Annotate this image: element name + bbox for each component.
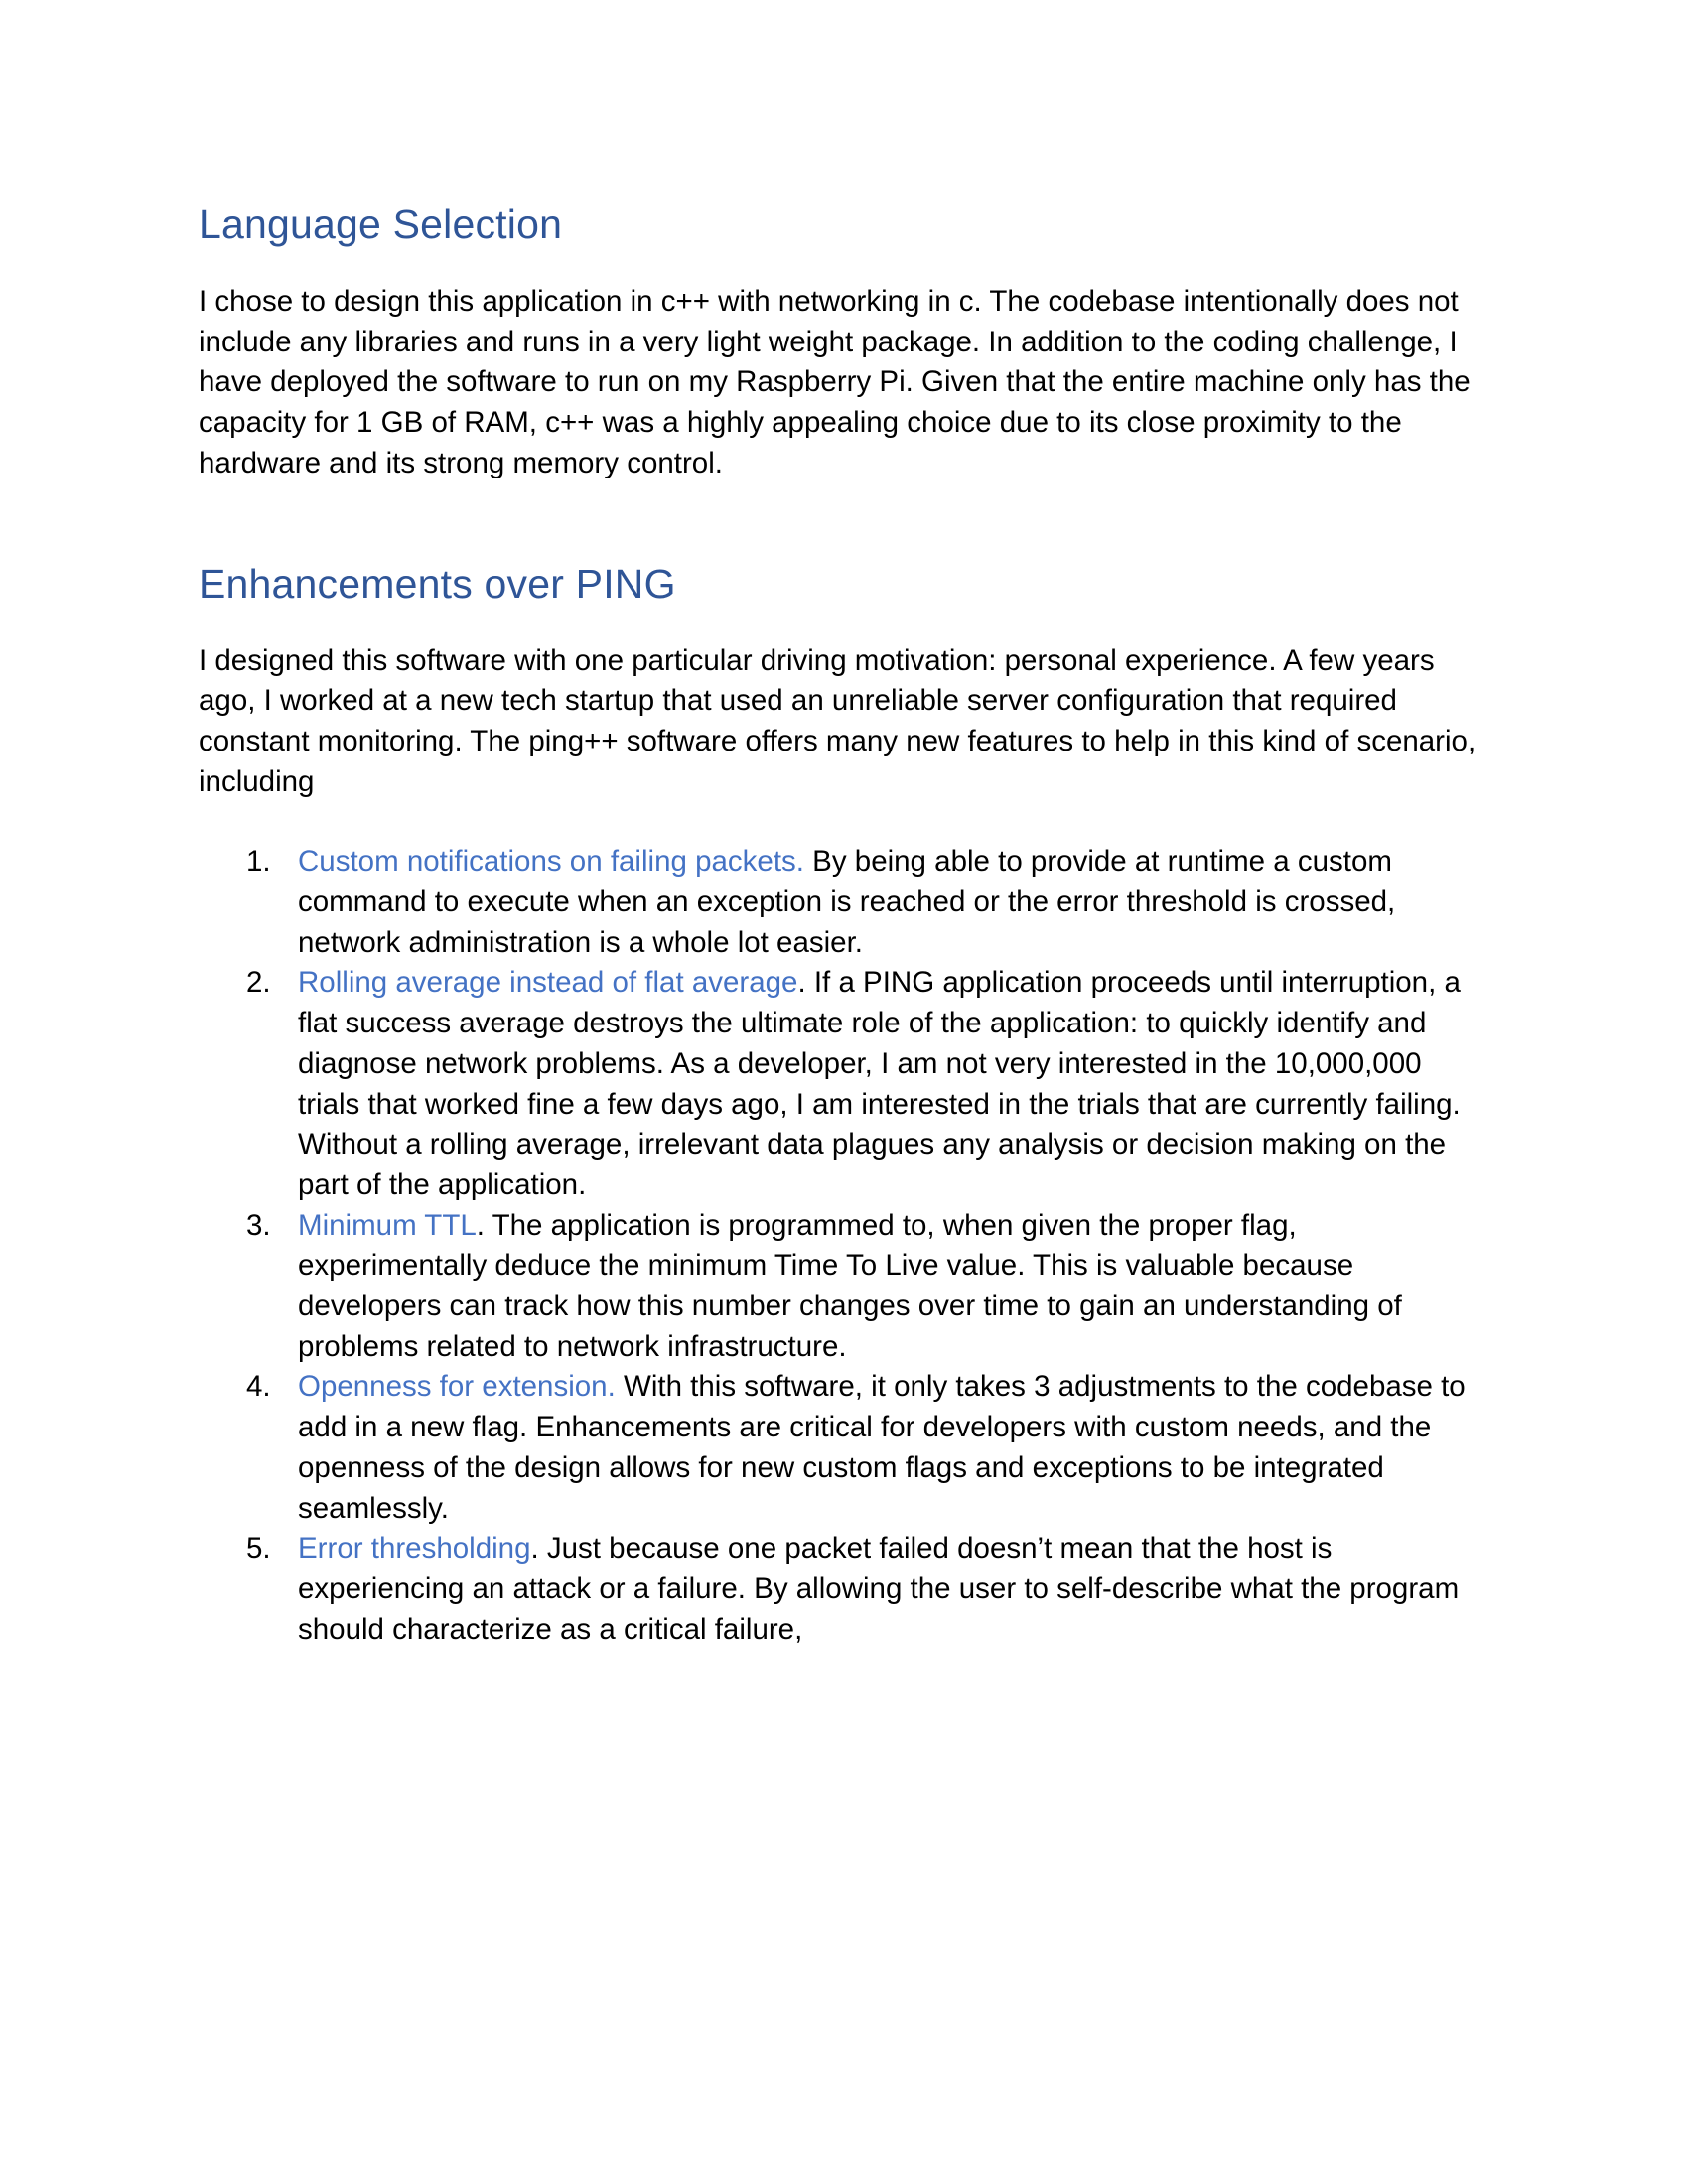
heading-language-selection: Language Selection [199, 202, 563, 247]
list-item-text: By being able to provide at runtime a custom command to execute when an exception is reached or the error threshold is crossed, network administration is a whole lot easier. [298, 845, 1396, 959]
list-item-term: Rolling average instead of flat average [298, 966, 798, 1000]
list-item [199, 1529, 1489, 1650]
list-item-number: 1. [246, 845, 271, 879]
page-content [199, 195, 1489, 1650]
paragraph-enhancements-intro: I designed this software with one particular driving motivation: personal experience. A few years ago, I worked at a new tech startup that used an unreliable server configuration that required constant monitoring. The ping++ software offers many new features to help in this kind of scenario, including [199, 643, 1477, 798]
list-item-number: 3. [246, 1208, 271, 1242]
list-item-number: 5. [246, 1532, 271, 1566]
list-item-number: 2. [246, 966, 271, 1000]
list-item [199, 842, 1489, 963]
list-item-text: . If a PING application proceeds until interruption, a flat success average destroys the ultimate role of the application: to quickly identify and diagnose network problems. As a developer, I am not very interested in the 10,000,000 trials that worked fine a few days ago, I am interested in the trials that are currently failing. Without a rolling average, irrelevant data plagues any analysis or decision making on the part of the application. [298, 966, 1461, 1201]
heading-enhancements-over-ping: Enhancements over PING [199, 560, 676, 607]
list-item-number: 4. [246, 1370, 271, 1404]
list-item-text: With this software, it only takes 3 adjustments to the codebase to add in a new flag. Enhancements are critical for developers with custom needs, and the openness of the design allows for new custom flags and exceptions to be integrated seamlessly. [298, 1370, 1466, 1525]
list-item-term: Minimum TTL [298, 1208, 477, 1242]
list-item-term: Error thresholding [298, 1532, 531, 1566]
list-item-text: . The application is programmed to, when given the proper flag, experimentally deduce the minimum Time To Live value. This is valuable because developers can track how this number changes over time to gain an understanding of problems related to network infrastructure. [298, 1208, 1402, 1363]
list-item-term: Custom notifications on failing packets. [298, 845, 804, 879]
paragraph-language-selection: I chose to design this application in c++ with networking in c. The codebase intentionally does not include any libraries and runs in a very light weight package. In addition to the coding challenge, I have deployed the software to run on my Raspberry Pi. Given that the entire machine only has the capacity for 1 GB of RAM, c++ was a highly appealing choice due to its close proximity to the hardware and its strong memory control. [199, 285, 1471, 479]
list-item [199, 963, 1489, 1205]
list-item-term: Openness for extension. [298, 1370, 616, 1404]
enhancements-list [199, 842, 1489, 1650]
list-item [199, 1206, 1489, 1368]
list-item [199, 1367, 1489, 1529]
list-item-text: . Just because one packet failed doesn’t mean that the host is experiencing an attack or a failure. By allowing the user to self-describe what the program should characterize as a critical failure, [298, 1532, 1460, 1646]
